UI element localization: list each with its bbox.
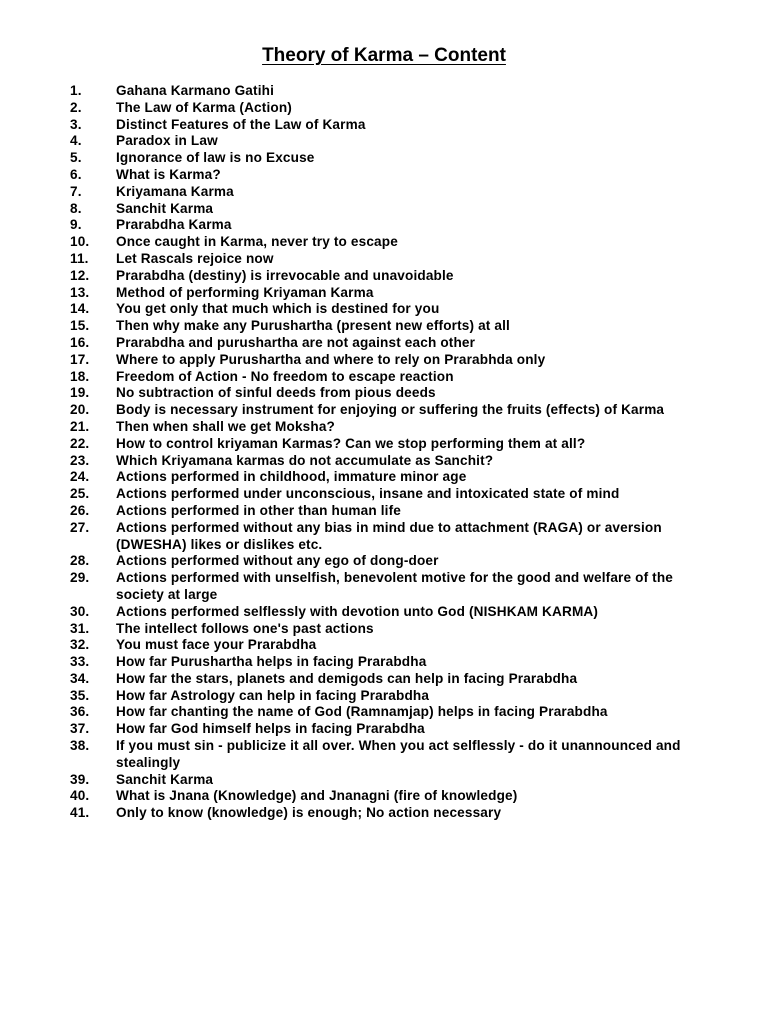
item-text: Sanchit Karma [116,200,214,216]
contents-list-item [70,570,720,604]
contents-list-item [70,385,720,402]
contents-list-item [70,184,720,201]
item-text: What is Karma? [116,166,221,182]
item-text: How far the stars, planets and demigods can help in facing Prarabdha [116,670,578,686]
item-number: 15. [70,318,90,334]
contents-list-item [70,503,720,520]
item-number: 29. [70,570,90,586]
contents-list-item [70,335,720,352]
item-text: Then when shall we get Moksha? [116,418,336,434]
item-text: Let Rascals rejoice now [116,250,274,266]
item-number: 28. [70,553,90,569]
item-number: 10. [70,234,90,250]
item-text: If you must sin - publicize it all over. When you act selflessly - do it unannounced and stealingly [116,738,681,770]
item-text: You must face your Prarabdha [116,637,317,653]
contents-list-item [70,234,720,251]
item-text: Where to apply Purushartha and where to rely on Prarabhda only [116,351,546,367]
contents-list-item [70,738,720,772]
contents-list-item [70,671,720,688]
contents-list-item [70,352,720,369]
contents-list-item [70,688,720,705]
item-number: 16. [70,334,90,350]
item-text: Then why make any Purushartha (present new efforts) at all [116,318,510,334]
contents-list-item [70,167,720,184]
item-number: 30. [70,603,90,619]
contents-list-item [70,553,720,570]
item-text: Actions performed selflessly with devotion unto God (NISHKAM KARMA) [116,603,599,619]
contents-list-item [70,604,720,621]
item-text: The intellect follows one's past actions [116,620,374,636]
contents-list-item [70,637,720,654]
item-number: 26. [70,502,90,518]
item-text: Kriyamana Karma [116,183,234,199]
contents-list-item [70,621,720,638]
contents-list-item [70,117,720,134]
item-number: 17. [70,351,90,367]
item-text: What is Jnana (Knowledge) and Jnanagni (fire of knowledge) [116,788,518,804]
item-text: Prarabdha Karma [116,217,232,233]
item-number: 9. [70,217,82,233]
contents-list-item [70,721,720,738]
item-number: 32. [70,637,90,653]
item-text: Distinct Features of the Law of Karma [116,116,366,132]
item-number: 21. [70,418,90,434]
item-text: Actions performed under unconscious, insane and intoxicated state of mind [116,486,620,502]
contents-list-item [70,83,720,100]
contents-list-item [70,268,720,285]
item-text: How far chanting the name of God (Ramnamjap) helps in facing Prarabdha [116,704,608,720]
item-number: 2. [70,99,82,115]
item-text: How far God himself helps in facing Prarabdha [116,721,425,737]
contents-list-item [70,486,720,503]
contents-list-item [70,402,720,419]
item-number: 27. [70,519,90,535]
item-text: Gahana Karmano Gatihi [116,83,275,98]
item-text: Only to know (knowledge) is enough; No action necessary [116,805,502,821]
item-number: 1. [70,83,82,98]
document-title: Theory of Karma – Content [262,45,506,66]
item-number: 14. [70,301,90,317]
contents-list-item [70,805,720,822]
contents-list-item [70,772,720,789]
item-number: 7. [70,183,82,199]
item-number: 5. [70,150,82,166]
item-number: 39. [70,771,90,787]
item-text: Body is necessary instrument for enjoying or suffering the fruits (effects) of Karma [116,402,665,418]
contents-list-item [70,150,720,167]
item-number: 6. [70,166,82,182]
item-number: 22. [70,435,90,451]
contents-list-item [70,788,720,805]
item-text: Prarabdha (destiny) is irrevocable and unavoidable [116,267,454,283]
item-number: 4. [70,133,82,149]
item-text: Sanchit Karma [116,771,214,787]
contents-list-item [70,217,720,234]
item-text: Actions performed without any ego of dong-doer [116,553,439,569]
contents-list-item [70,469,720,486]
contents-list-item [70,251,720,268]
item-text: How to control kriyaman Karmas? Can we stop performing them at all? [116,435,586,451]
contents-list-item [70,654,720,671]
item-number: 13. [70,284,90,300]
contents-list-item [70,704,720,721]
item-number: 11. [70,250,89,266]
item-number: 33. [70,654,90,670]
item-text: Prarabdha and purushartha are not against each other [116,334,476,350]
contents-list-item [70,520,720,554]
contents-list-item [70,453,720,470]
item-text: Once caught in Karma, never try to escape [116,234,398,250]
contents-list-item [70,133,720,150]
item-number: 36. [70,704,90,720]
item-number: 40. [70,788,90,804]
contents-list-item [70,369,720,386]
item-number: 3. [70,116,82,132]
item-text: Actions performed in childhood, immature minor age [116,469,467,485]
item-text: How far Purushartha helps in facing Prarabdha [116,654,427,670]
contents-list-item [70,285,720,302]
contents-list-item [70,301,720,318]
item-number: 20. [70,402,90,418]
contents-list [70,83,720,822]
item-number: 35. [70,687,90,703]
item-number: 37. [70,721,90,737]
contents-list-item [70,318,720,335]
item-text: Ignorance of law is no Excuse [116,150,315,166]
item-text: How far Astrology can help in facing Prarabdha [116,687,430,703]
contents-list-item [70,419,720,436]
item-number: 8. [70,200,82,216]
item-number: 38. [70,738,90,754]
contents-list-item [70,201,720,218]
item-number: 34. [70,670,90,686]
item-number: 31. [70,620,90,636]
item-text: Actions performed without any bias in mind due to attachment (RAGA) or aversion (DWESHA) likes or dislikes etc. [116,519,662,552]
item-number: 12. [70,267,90,283]
contents-list-item [70,100,720,117]
item-text: Paradox in Law [116,133,218,149]
item-number: 25. [70,486,90,502]
item-text: You get only that much which is destined for you [116,301,440,317]
item-number: 41. [70,805,90,821]
item-number: 19. [70,385,90,401]
item-text: Method of performing Kriyaman Karma [116,284,374,300]
item-text: Actions performed with unselfish, benevolent motive for the good and welfare of the society at large [116,570,674,602]
item-number: 23. [70,452,90,468]
item-text: Actions performed in other than human life [116,502,401,518]
item-text: Freedom of Action - No freedom to escape reaction [116,368,454,384]
item-number: 18. [70,368,90,384]
item-number: 24. [70,469,90,485]
item-text: Which Kriyamana karmas do not accumulate as Sanchit? [116,452,494,468]
item-text: No subtraction of sinful deeds from pious deeds [116,385,436,401]
contents-list-item [70,436,720,453]
item-text: The Law of Karma (Action) [116,99,292,115]
